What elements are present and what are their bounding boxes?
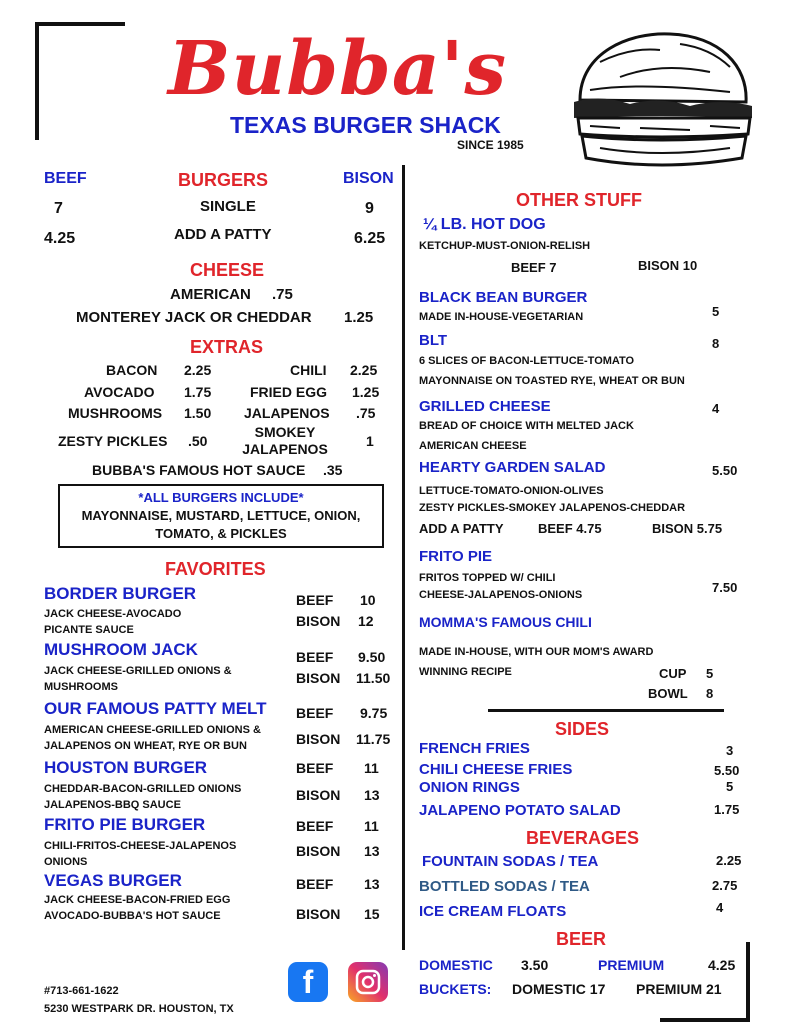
extra-pickles-price: .50 [188,433,208,449]
fav-vegas-burger-beef-label: BEEF [296,876,334,892]
fav-patty-melt-bison-label: BISON [296,731,341,747]
blt-price: 8 [712,336,720,351]
other-title: OTHER STUFF [516,190,642,210]
fav-houston-burger-desc1: CHEDDAR-BACON-GRILLED ONIONS [44,783,242,795]
cheese-american-price: .75 [272,286,293,303]
side-potato-salad-name: JALAPENO POTATO SALAD [419,802,621,819]
add-patty-bison-price: 6.25 [354,230,386,247]
salad-add-bison: BISON 5.75 [652,521,723,536]
blt-desc2: MAYONNAISE ON TOASTED RYE, WHEAT OR BUN [419,375,685,387]
grilled-cheese-desc1: BREAD OF CHOICE WITH MELTED JACK [419,420,634,432]
add-patty-beef-price: 4.25 [44,230,76,247]
burgers-title: BURGERS [178,170,269,190]
fav-houston-burger-bison-label: BISON [296,787,341,803]
blackbean-name: BLACK BEAN BURGER [419,289,588,306]
blackbean-price: 5 [712,304,720,319]
salad-desc1: LETTUCE-TOMATO-ONION-OLIVES [419,485,604,497]
since-year: SINCE 1985 [457,138,524,152]
tagline: TEXAS BURGER SHACK [230,112,501,138]
fav-mushroom-jack-bison-label: BISON [296,670,341,686]
fav-patty-melt-desc1: AMERICAN CHEESE-GRILLED ONIONS & [44,724,261,736]
burgers-beef-header: BEEF [44,170,87,187]
extra-chili-price: 2.25 [350,362,378,378]
brand-logo: Bubba's [168,26,508,112]
hotdog-bison: BISON 10 [638,258,698,273]
blt-desc1: 6 SLICES OF BACON-LETTUCE-TOMATO [419,355,635,367]
fav-mushroom-jack-bison-price: 11.50 [356,670,391,686]
fav-houston-burger-desc2: JALAPENOS-BBQ SAUCE [44,799,181,811]
extra-friedegg-label: FRIED EGG [250,384,328,400]
hotdog-desc: KETCHUP-MUST-ONION-RELISH [419,240,591,252]
extra-mushrooms-price: 1.50 [184,405,212,421]
extra-bacon-price: 2.25 [184,362,212,378]
fav-vegas-burger-beef-price: 13 [364,876,380,892]
includes-line1: MAYONNAISE, MUSTARD, LETTUCE, ONION, [81,508,361,523]
fav-vegas-burger-desc1: JACK CHEESE-BACON-FRIED EGG [44,894,231,906]
extra-jalapenos-label: JALAPENOS [244,405,330,421]
cheese-mj-price: 1.25 [344,309,374,326]
fav-border-burger-bison-price: 12 [358,613,374,629]
extra-chili-label: CHILI [290,362,327,378]
extra-avocado-price: 1.75 [184,384,212,400]
side-onion-rings-name: ONION RINGS [419,779,520,796]
extra-avocado-label: AVOCADO [84,384,155,400]
contact-address: 5230 WESTPARK DR. HOUSTON, TX [44,1003,234,1015]
beer-buckets-premium: PREMIUM 21 [636,981,722,997]
salad-add-beef: BEEF 4.75 [538,521,602,536]
fav-frito-pie-burger-beef-label: BEEF [296,818,334,834]
fav-houston-burger-name: HOUSTON BURGER [44,758,208,777]
hot-sauce-price: .35 [323,462,343,478]
fav-frito-pie-burger-beef-price: 11 [364,818,379,834]
fav-mushroom-jack-desc2: MUSHROOMS [44,681,118,693]
fav-border-burger-name: BORDER BURGER [44,584,197,603]
fav-patty-melt-name: OUR FAMOUS PATTY MELT [44,699,267,718]
sides-divider [488,709,724,712]
add-patty-label: ADD A PATTY [174,226,272,243]
beer-domestic-label: DOMESTIC [419,957,493,973]
single-label: SINGLE [200,198,256,215]
beverages-title: BEVERAGES [526,828,640,848]
chili-name: MOMMA'S FAMOUS CHILI [419,614,592,630]
fav-frito-pie-burger-bison-label: BISON [296,843,341,859]
cheese-mj-label: MONTEREY JACK OR CHEDDAR [76,309,312,326]
salad-name: HEARTY GARDEN SALAD [419,459,606,476]
frito-pie-desc2: CHEESE-JALAPENOS-ONIONS [419,589,583,601]
frito-pie-name: FRITO PIE [419,548,493,565]
beer-buckets-label: BUCKETS: [419,981,492,997]
side-chili-fries-price: 5.50 [714,763,740,778]
fav-border-burger-desc1: JACK CHEESE-AVOCADO [44,608,182,620]
frito-pie-desc1: FRITOS TOPPED W/ CHILI [419,572,556,584]
extra-jalapenos-price: .75 [356,405,376,421]
salad-add-label: ADD A PATTY [419,521,504,536]
includes-line2: TOMATO, & PICKLES [155,526,287,541]
cheese-american-label: AMERICAN [170,286,251,303]
fav-patty-melt-desc2: JALAPENOS ON WHEAT, RYE OR BUN [44,740,247,752]
fav-patty-melt-beef-price: 9.75 [360,705,388,721]
instagram-icon[interactable] [348,962,388,1002]
fav-mushroom-jack-desc1: JACK CHEESE-GRILLED ONIONS & [44,665,232,677]
fav-frito-pie-burger-desc2: ONIONS [44,856,88,868]
extra-friedegg-price: 1.25 [352,384,380,400]
chili-cup-label: CUP [659,666,687,681]
fav-mushroom-jack-beef-price: 9.50 [358,649,386,665]
side-potato-salad-price: 1.75 [714,802,740,817]
fav-patty-melt-beef-label: BEEF [296,705,334,721]
fav-houston-burger-beef-price: 11 [364,760,379,776]
fav-vegas-burger-desc2: AVOCADO-BUBBA'S HOT SAUCE [44,910,221,922]
fav-houston-burger-bison-price: 13 [364,787,380,803]
chili-desc1: MADE IN-HOUSE, WITH OUR MOM'S AWARD [419,646,654,658]
chili-desc2: WINNING RECIPE [419,666,512,678]
contact-phone: #713-661-1622 [44,985,119,997]
extra-smokey-line1: SMOKEY [254,424,316,440]
salad-price: 5.50 [712,463,738,478]
extra-smokey-price: 1 [366,433,374,449]
grilled-cheese-name: GRILLED CHEESE [419,398,551,415]
bev-floats-price: 4 [716,900,724,915]
beer-premium-price: 4.25 [708,957,736,973]
fav-mushroom-jack-beef-label: BEEF [296,649,334,665]
burgers-bison-header: BISON [343,170,394,187]
frito-pie-price: 7.50 [712,580,738,595]
single-beef-price: 7 [54,200,63,217]
chili-bowl-label: BOWL [648,686,688,701]
column-divider [402,165,405,950]
beer-buckets-domestic: DOMESTIC 17 [512,981,606,997]
extra-bacon-label: BACON [106,362,158,378]
fav-vegas-burger-bison-label: BISON [296,906,341,922]
burger-illustration [560,22,760,172]
extra-pickles-label: ZESTY PICKLES [58,433,168,449]
side-onion-rings-price: 5 [726,779,734,794]
facebook-icon[interactable]: f [288,962,328,1002]
blt-name: BLT [419,332,448,349]
hotdog-name: ¼ LB. HOT DOG [423,216,546,233]
fav-frito-pie-burger-name: FRITO PIE BURGER [44,815,206,834]
bev-fountain-name: FOUNTAIN SODAS / TEA [422,853,599,870]
cheese-title: CHEESE [190,260,265,280]
extra-mushrooms-label: MUSHROOMS [68,405,163,421]
extra-smokey-label [240,424,330,458]
bev-fountain-price: 2.25 [716,853,742,868]
bev-bottled-name: BOTTLED SODAS / TEA [419,878,590,895]
extras-title: EXTRAS [190,337,264,357]
grilled-cheese-desc2: AMERICAN CHEESE [419,440,527,452]
fav-vegas-burger-bison-price: 15 [364,906,380,922]
fav-frito-pie-burger-bison-price: 13 [364,843,380,859]
beer-premium-label: PREMIUM [598,957,665,973]
single-bison-price: 9 [365,200,374,217]
hotdog-beef: BEEF 7 [511,260,557,275]
fav-mushroom-jack-name: MUSHROOM JACK [44,640,198,659]
side-fries-price: 3 [726,743,734,758]
grilled-cheese-price: 4 [712,401,720,416]
side-chili-fries-name: CHILI CHEESE FRIES [419,761,573,778]
extra-smokey-line2: JALAPENOS [242,441,328,457]
beer-domestic-price: 3.50 [521,957,549,973]
fav-houston-burger-beef-label: BEEF [296,760,334,776]
bev-floats-name: ICE CREAM FLOATS [419,903,567,920]
beer-title: BEER [556,929,607,949]
fav-border-burger-bison-label: BISON [296,613,341,629]
chili-cup-price: 5 [706,666,714,681]
top-left-bracket [35,22,125,140]
fav-border-burger-beef-label: BEEF [296,592,334,608]
favorites-title: FAVORITES [165,559,266,579]
includes-heading: *ALL BURGERS INCLUDE* [138,490,304,505]
chili-bowl-price: 8 [706,686,714,701]
fav-border-burger-desc2: PICANTE SAUCE [44,624,134,636]
instagram-glyph [355,969,381,995]
hot-sauce-label: BUBBA'S FAMOUS HOT SAUCE [92,462,306,478]
fav-vegas-burger-name: VEGAS BURGER [44,871,182,890]
side-fries-name: FRENCH FRIES [419,740,530,757]
sides-title: SIDES [555,719,610,739]
fav-patty-melt-bison-price: 11.75 [356,731,391,747]
salad-desc2: ZESTY PICKLES-SMOKEY JALAPENOS-CHEDDAR [419,502,686,514]
fav-border-burger-beef-price: 10 [360,592,376,608]
blackbean-desc: MADE IN-HOUSE-VEGETARIAN [419,311,584,323]
fav-frito-pie-burger-desc1: CHILI-FRITOS-CHEESE-JALAPENOS [44,840,237,852]
bev-bottled-price: 2.75 [712,878,738,893]
